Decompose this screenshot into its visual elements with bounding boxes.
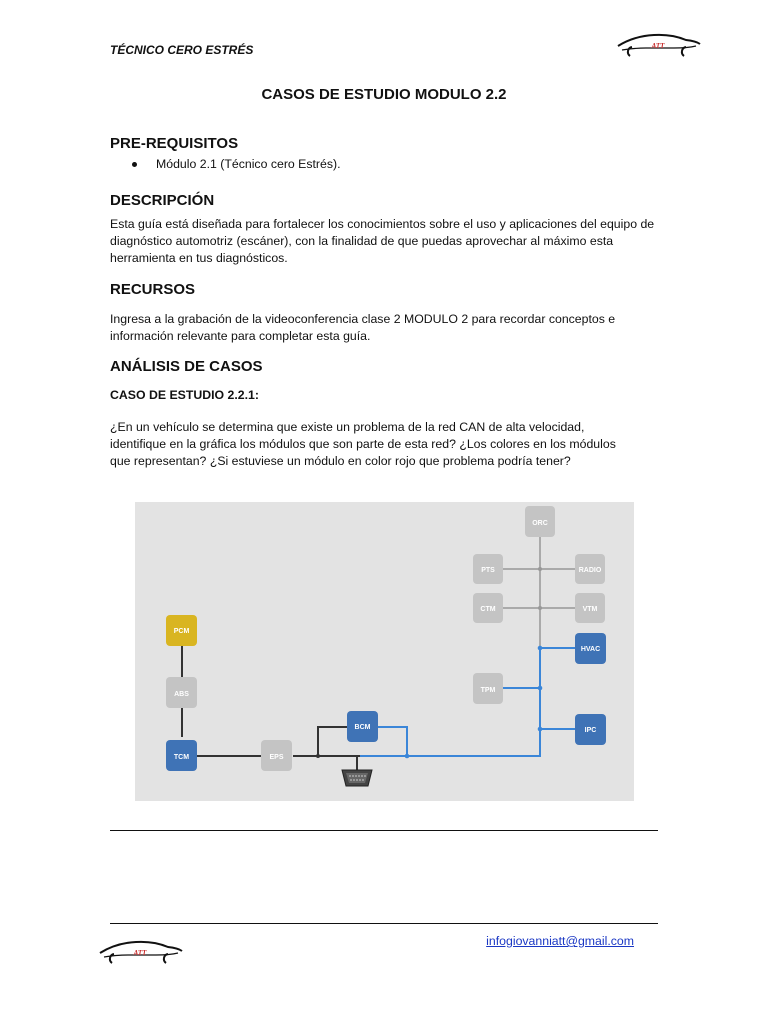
obd-connector-icon <box>342 770 372 786</box>
svg-text:VTM: VTM <box>582 606 598 613</box>
resources-heading: RECURSOS <box>110 281 196 298</box>
module-tcm <box>166 740 197 771</box>
module-abs <box>166 677 197 708</box>
case-text: ¿En un vehículo se determina que existe un problema de la red CAN de alta velocidad, identifique en la gráfica los módulos que son parte de esta red? ¿Los colores en los módulos que representan? ¿Si estuviese un módulo en color rojo que problema podría tener? <box>110 420 616 468</box>
footer-att-logo-icon <box>98 937 184 965</box>
analysis-heading: ANÁLISIS DE CASOS <box>110 358 263 375</box>
divider <box>110 830 658 831</box>
svg-text:HVAC: HVAC <box>580 646 601 653</box>
description-heading: DESCRIPCIÓN <box>110 192 215 209</box>
network-diagram <box>135 502 634 801</box>
att-car-logo-icon <box>616 30 702 58</box>
description-text: Esta guía está diseñada para fortalecer los conocimientos sobre el uso y aplicaciones del equipo de diagnóstico automotriz (escáner), con la finalidad de que puedas aprovechar al máximo esta herramienta en tus diagnósticos. <box>110 217 655 265</box>
module-hvac <box>575 633 606 664</box>
svg-text:RADIO: RADIO <box>578 567 602 574</box>
module-ipc <box>575 714 606 745</box>
gray-bus-lines <box>503 537 590 647</box>
footer-divider <box>110 923 658 924</box>
svg-text:PCM: PCM <box>173 628 190 635</box>
svg-text:ABS: ABS <box>174 691 189 698</box>
module-tpm <box>473 673 503 704</box>
svg-text:BCM: BCM <box>354 724 371 731</box>
module-vtm <box>575 593 605 623</box>
svg-text:EPS: EPS <box>269 754 284 761</box>
module-radio <box>575 554 605 584</box>
module-bcm <box>347 711 378 742</box>
module-eps <box>261 740 292 771</box>
module-pts <box>473 554 503 584</box>
prereq-item: Módulo 2.1 (Técnico cero Estrés). <box>156 157 341 171</box>
email-link[interactable]: infogiovanniatt@gmail.com <box>486 934 634 948</box>
module-ctm <box>473 593 503 623</box>
resources-text: Ingresa a la grabación de la videoconferencia clase 2 MODULO 2 para recordar conceptos e información relevante para completar esta guía. <box>110 312 616 343</box>
header-text: TÉCNICO CERO ESTRÉS <box>110 43 254 57</box>
logo-text: ATT <box>651 42 665 50</box>
prereq-heading: PRE-REQUISITOS <box>110 135 239 152</box>
bullet-icon <box>132 162 137 167</box>
page-title: CASOS DE ESTUDIO MODULO 2.2 <box>261 86 507 103</box>
svg-text:PTS: PTS <box>481 567 495 574</box>
svg-text:ORC: ORC <box>532 520 548 527</box>
svg-text:CTM: CTM <box>480 606 496 613</box>
svg-text:TPM: TPM <box>480 687 496 694</box>
module-orc <box>525 506 555 537</box>
list-item <box>132 157 341 171</box>
svg-text:IPC: IPC <box>584 727 597 734</box>
case-title: CASO DE ESTUDIO 2.2.1: <box>110 388 259 402</box>
footer-logo-text: ATT <box>133 949 147 957</box>
module-pcm <box>166 615 197 646</box>
svg-text:TCM: TCM <box>173 754 190 761</box>
